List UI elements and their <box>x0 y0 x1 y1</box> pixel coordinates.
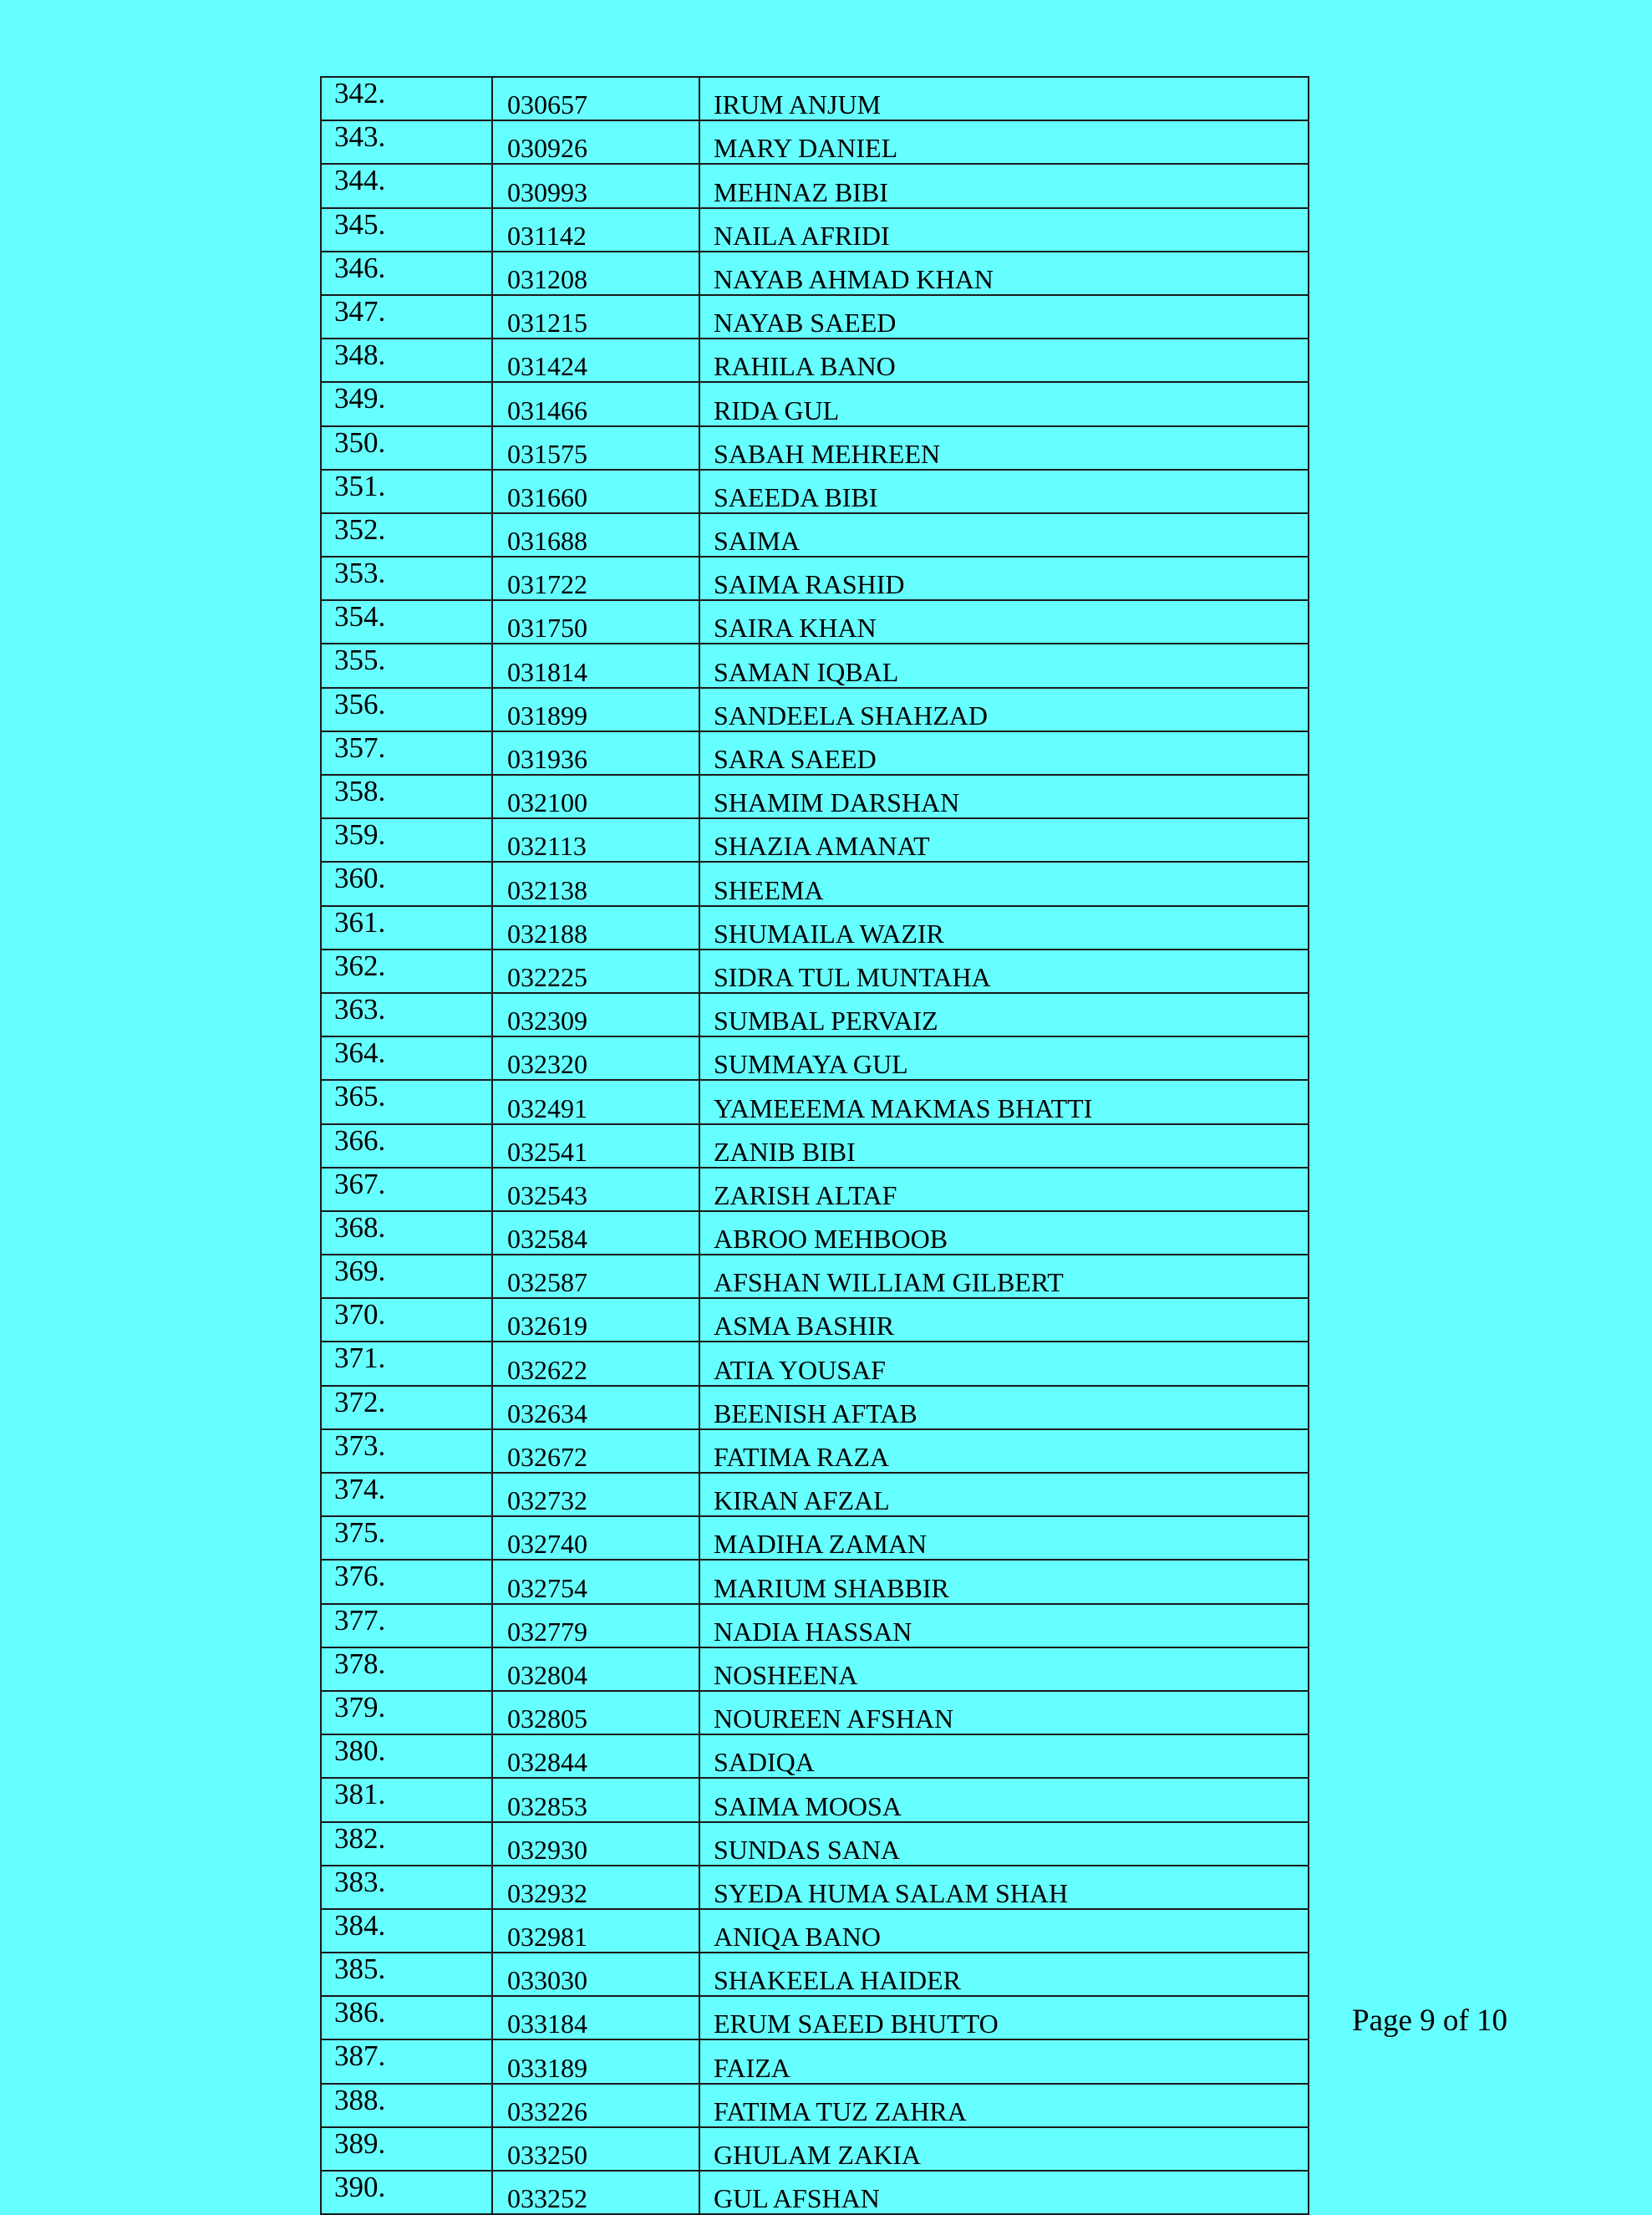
candidate-name-cell: FAIZA <box>699 2039 1309 2083</box>
candidate-code-cell: 033030 <box>492 1953 699 1996</box>
candidate-code-cell: 032804 <box>492 1647 699 1691</box>
candidate-code-cell: 032844 <box>492 1734 699 1778</box>
serial-number-cell: 355. <box>321 644 492 687</box>
table-row <box>321 1298 1309 1342</box>
candidate-name-cell: NOSHEENA <box>699 1647 1309 1691</box>
table-row <box>321 818 1309 862</box>
candidate-code-cell: 031208 <box>492 252 699 295</box>
serial-number-cell: 362. <box>321 950 492 993</box>
serial-number-cell: 353. <box>321 557 492 600</box>
candidate-code-cell: 032634 <box>492 1386 699 1429</box>
serial-number-cell: 369. <box>321 1255 492 1298</box>
candidate-name-cell: SHUMAILA WAZIR <box>699 906 1309 950</box>
candidate-name-cell: MADIHA ZAMAN <box>699 1516 1309 1560</box>
table-row <box>321 426 1309 470</box>
serial-number-cell: 342. <box>321 77 492 120</box>
serial-number-cell: 376. <box>321 1560 492 1603</box>
table-row <box>321 557 1309 600</box>
serial-number-cell: 345. <box>321 208 492 252</box>
candidate-code-cell: 033184 <box>492 1996 699 2039</box>
candidate-name-cell: SIDRA TUL MUNTAHA <box>699 950 1309 993</box>
candidate-name-cell: NAILA AFRIDI <box>699 208 1309 252</box>
table-row <box>321 1255 1309 1298</box>
candidate-name-cell: SHAMIM DARSHAN <box>699 775 1309 818</box>
serial-number-cell: 364. <box>321 1036 492 1080</box>
candidate-code-cell: 032138 <box>492 862 699 905</box>
candidate-name-cell: ZANIB BIBI <box>699 1124 1309 1168</box>
candidate-code-cell: 030926 <box>492 120 699 164</box>
candidate-code-cell: 033250 <box>492 2127 699 2171</box>
serial-number-cell: 348. <box>321 339 492 382</box>
serial-number-cell: 365. <box>321 1080 492 1123</box>
table-row <box>321 120 1309 164</box>
candidate-code-cell: 031936 <box>492 731 699 775</box>
candidate-name-cell: SARA SAEED <box>699 731 1309 775</box>
candidate-code-cell: 031575 <box>492 426 699 470</box>
candidate-code-cell: 032587 <box>492 1255 699 1298</box>
serial-number-cell: 377. <box>321 1604 492 1647</box>
table-row <box>321 1953 1309 1996</box>
candidate-name-cell: ATIA YOUSAF <box>699 1342 1309 1385</box>
serial-number-cell: 379. <box>321 1691 492 1734</box>
candidate-code-cell: 032930 <box>492 1822 699 1866</box>
candidate-name-cell: SAMAN IQBAL <box>699 644 1309 687</box>
candidate-name-cell: SHEEMA <box>699 862 1309 905</box>
candidate-name-cell: SABAH MEHREEN <box>699 426 1309 470</box>
table-row <box>321 644 1309 687</box>
candidate-code-cell: 032100 <box>492 775 699 818</box>
table-row <box>321 382 1309 425</box>
candidate-name-cell: IRUM ANJUM <box>699 77 1309 120</box>
serial-number-cell: 388. <box>321 2084 492 2127</box>
candidate-name-cell: FATIMA RAZA <box>699 1429 1309 1473</box>
table-row <box>321 906 1309 950</box>
candidate-code-cell: 032619 <box>492 1298 699 1342</box>
table-row <box>321 1866 1309 1909</box>
table-row <box>321 775 1309 818</box>
serial-number-cell: 360. <box>321 862 492 905</box>
candidate-list-table <box>320 76 1309 2215</box>
table-row <box>321 470 1309 513</box>
table-row <box>321 1516 1309 1560</box>
candidate-list-body <box>321 77 1309 2214</box>
candidate-code-cell: 033226 <box>492 2084 699 2127</box>
candidate-name-cell: SUNDAS SANA <box>699 1822 1309 1866</box>
candidate-name-cell: NOUREEN AFSHAN <box>699 1691 1309 1734</box>
table-row <box>321 1604 1309 1647</box>
candidate-name-cell: SAIMA <box>699 513 1309 557</box>
candidate-name-cell: BEENISH AFTAB <box>699 1386 1309 1429</box>
table-row <box>321 2171 1309 2214</box>
candidate-code-cell: 032309 <box>492 993 699 1036</box>
table-row <box>321 2084 1309 2127</box>
serial-number-cell: 390. <box>321 2171 492 2214</box>
serial-number-cell: 380. <box>321 1734 492 1778</box>
table-row <box>321 1473 1309 1516</box>
candidate-name-cell: MEHNAZ BIBI <box>699 164 1309 207</box>
candidate-name-cell: ERUM SAEED BHUTTO <box>699 1996 1309 2039</box>
candidate-code-cell: 031899 <box>492 688 699 731</box>
serial-number-cell: 350. <box>321 426 492 470</box>
candidate-name-cell: ASMA BASHIR <box>699 1298 1309 1342</box>
candidate-name-cell: MARY DANIEL <box>699 120 1309 164</box>
table-row <box>321 164 1309 207</box>
candidate-name-cell: RAHILA BANO <box>699 339 1309 382</box>
candidate-name-cell: AFSHAN WILLIAM GILBERT <box>699 1255 1309 1298</box>
serial-number-cell: 351. <box>321 470 492 513</box>
table-row <box>321 339 1309 382</box>
serial-number-cell: 358. <box>321 775 492 818</box>
candidate-name-cell: MARIUM SHABBIR <box>699 1560 1309 1603</box>
serial-number-cell: 378. <box>321 1647 492 1691</box>
candidate-code-cell: 032672 <box>492 1429 699 1473</box>
table-row <box>321 688 1309 731</box>
candidate-code-cell: 030657 <box>492 77 699 120</box>
table-row <box>321 862 1309 905</box>
candidate-name-cell: SADIQA <box>699 1734 1309 1778</box>
candidate-code-cell: 031660 <box>492 470 699 513</box>
candidate-code-cell: 031142 <box>492 208 699 252</box>
candidate-name-cell: YAMEEEMA MAKMAS BHATTI <box>699 1080 1309 1123</box>
candidate-code-cell: 032805 <box>492 1691 699 1734</box>
serial-number-cell: 347. <box>321 295 492 339</box>
candidate-name-cell: SUMMAYA GUL <box>699 1036 1309 1080</box>
candidate-code-cell: 031814 <box>492 644 699 687</box>
table-row <box>321 1691 1309 1734</box>
table-row <box>321 295 1309 339</box>
serial-number-cell: 374. <box>321 1473 492 1516</box>
table-row <box>321 1822 1309 1866</box>
candidate-code-cell: 032981 <box>492 1909 699 1953</box>
serial-number-cell: 371. <box>321 1342 492 1385</box>
candidate-name-cell: SYEDA HUMA SALAM SHAH <box>699 1866 1309 1909</box>
candidate-name-cell: ZARISH ALTAF <box>699 1168 1309 1211</box>
serial-number-cell: 370. <box>321 1298 492 1342</box>
candidate-code-cell: 031424 <box>492 339 699 382</box>
table-row <box>321 1429 1309 1473</box>
candidate-code-cell: 032932 <box>492 1866 699 1909</box>
serial-number-cell: 346. <box>321 252 492 295</box>
serial-number-cell: 356. <box>321 688 492 731</box>
table-row <box>321 1560 1309 1603</box>
serial-number-cell: 387. <box>321 2039 492 2083</box>
candidate-name-cell: GHULAM ZAKIA <box>699 2127 1309 2171</box>
candidate-code-cell: 032853 <box>492 1778 699 1821</box>
candidate-name-cell: SAIMA RASHID <box>699 557 1309 600</box>
candidate-code-cell: 032754 <box>492 1560 699 1603</box>
candidate-name-cell: SAIMA MOOSA <box>699 1778 1309 1821</box>
serial-number-cell: 384. <box>321 1909 492 1953</box>
serial-number-cell: 385. <box>321 1953 492 1996</box>
candidate-name-cell: SUMBAL PERVAIZ <box>699 993 1309 1036</box>
serial-number-cell: 366. <box>321 1124 492 1168</box>
candidate-name-cell: GUL AFSHAN <box>699 2171 1309 2214</box>
candidate-code-cell: 032740 <box>492 1516 699 1560</box>
table-row <box>321 1168 1309 1211</box>
serial-number-cell: 375. <box>321 1516 492 1560</box>
candidate-code-cell: 032188 <box>492 906 699 950</box>
candidate-name-cell: NAYAB SAEED <box>699 295 1309 339</box>
candidate-code-cell: 032320 <box>492 1036 699 1080</box>
candidate-name-cell: FATIMA TUZ ZAHRA <box>699 2084 1309 2127</box>
serial-number-cell: 352. <box>321 513 492 557</box>
candidate-code-cell: 032113 <box>492 818 699 862</box>
table-row <box>321 1909 1309 1953</box>
table-row <box>321 1211 1309 1255</box>
table-row <box>321 1036 1309 1080</box>
table-row <box>321 731 1309 775</box>
candidate-name-cell: SHAKEELA HAIDER <box>699 1953 1309 1996</box>
candidate-name-cell: SAIRA KHAN <box>699 600 1309 644</box>
serial-number-cell: 357. <box>321 731 492 775</box>
table-row <box>321 2127 1309 2171</box>
serial-number-cell: 363. <box>321 993 492 1036</box>
candidate-code-cell: 031215 <box>492 295 699 339</box>
candidate-code-cell: 032543 <box>492 1168 699 1211</box>
candidate-code-cell: 031688 <box>492 513 699 557</box>
table-row <box>321 1342 1309 1385</box>
serial-number-cell: 349. <box>321 382 492 425</box>
table-row <box>321 252 1309 295</box>
candidate-code-cell: 033252 <box>492 2171 699 2214</box>
serial-number-cell: 373. <box>321 1429 492 1473</box>
table-row <box>321 513 1309 557</box>
serial-number-cell: 382. <box>321 1822 492 1866</box>
candidate-code-cell: 032779 <box>492 1604 699 1647</box>
serial-number-cell: 361. <box>321 906 492 950</box>
candidate-name-cell: NADIA HASSAN <box>699 1604 1309 1647</box>
serial-number-cell: 372. <box>321 1386 492 1429</box>
table-row <box>321 1124 1309 1168</box>
serial-number-cell: 354. <box>321 600 492 644</box>
serial-number-cell: 381. <box>321 1778 492 1821</box>
candidate-code-cell: 032491 <box>492 1080 699 1123</box>
candidate-name-cell: NAYAB AHMAD KHAN <box>699 252 1309 295</box>
candidate-code-cell: 031722 <box>492 557 699 600</box>
serial-number-cell: 344. <box>321 164 492 207</box>
page-number: Page 9 of 10 <box>1352 2004 1507 2038</box>
candidate-name-cell: SANDEELA SHAHZAD <box>699 688 1309 731</box>
serial-number-cell: 383. <box>321 1866 492 1909</box>
candidate-code-cell: 031466 <box>492 382 699 425</box>
table-row <box>321 1386 1309 1429</box>
table-row <box>321 1996 1309 2039</box>
serial-number-cell: 389. <box>321 2127 492 2171</box>
table-row <box>321 1734 1309 1778</box>
candidate-code-cell: 032541 <box>492 1124 699 1168</box>
candidate-code-cell: 032622 <box>492 1342 699 1385</box>
serial-number-cell: 359. <box>321 818 492 862</box>
table-row <box>321 1080 1309 1123</box>
candidate-code-cell: 032584 <box>492 1211 699 1255</box>
candidate-code-cell: 033189 <box>492 2039 699 2083</box>
candidate-code-cell: 032732 <box>492 1473 699 1516</box>
table-row <box>321 77 1309 120</box>
table-row <box>321 993 1309 1036</box>
table-row <box>321 600 1309 644</box>
table-row <box>321 950 1309 993</box>
table-row <box>321 1778 1309 1821</box>
candidate-name-cell: ABROO MEHBOOB <box>699 1211 1309 1255</box>
candidate-name-cell: KIRAN AFZAL <box>699 1473 1309 1516</box>
serial-number-cell: 367. <box>321 1168 492 1211</box>
serial-number-cell: 343. <box>321 120 492 164</box>
candidate-name-cell: SHAZIA AMANAT <box>699 818 1309 862</box>
table-row <box>321 2039 1309 2083</box>
candidate-code-cell: 030993 <box>492 164 699 207</box>
candidate-name-cell: ANIQA BANO <box>699 1909 1309 1953</box>
serial-number-cell: 368. <box>321 1211 492 1255</box>
table-row <box>321 1647 1309 1691</box>
candidate-code-cell: 031750 <box>492 600 699 644</box>
table-row <box>321 208 1309 252</box>
candidate-name-cell: RIDA GUL <box>699 382 1309 425</box>
candidate-code-cell: 032225 <box>492 950 699 993</box>
candidate-name-cell: SAEEDA BIBI <box>699 470 1309 513</box>
serial-number-cell: 386. <box>321 1996 492 2039</box>
